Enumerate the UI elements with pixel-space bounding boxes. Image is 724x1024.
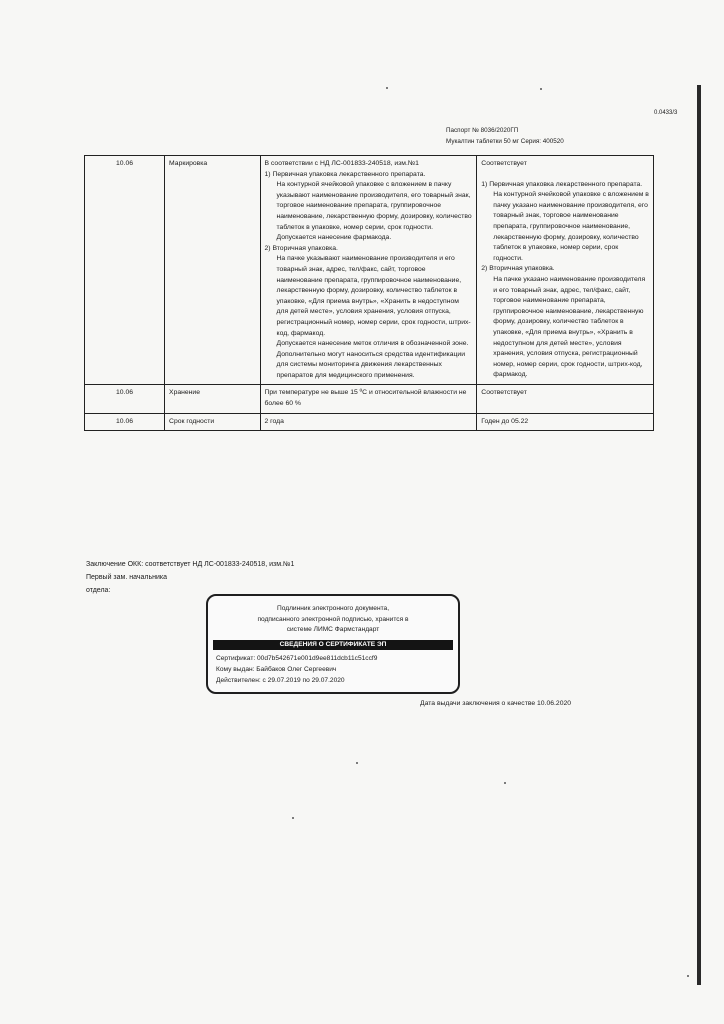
signer-dept: отдела:: [86, 587, 111, 594]
scan-speck: [687, 975, 689, 977]
scan-speck: [292, 817, 294, 819]
corner-code: 0.0433/3: [654, 110, 678, 116]
table-row: [85, 413, 654, 431]
certificate-owner: Кому выдан: Байбаков Олег Сергеевич: [216, 665, 337, 673]
row-number: 10.06: [85, 385, 165, 413]
product-series: Мукалтин таблетки 50 мг Серия: 400520: [446, 138, 564, 145]
stamp-text: подписанного электронной подписью, хранится в: [257, 615, 409, 623]
requirement-text: На пачке указывают наименование производителя и его товарный знак, адрес, тел/факс, сайт, торговое наименование препарата, группировочное наименование, лекарственную форму, дозировку, количество таблеток в упаковке, «Для приема внутрь», «Хранить в недоступном для детей месте», условия хранения, условия отпуска, регистрационный номер, номер серии, срок годности, штрих-код, фармакод.: [276, 255, 471, 337]
certificate-number: Сертификат: 00d7b542671e001d9ee811dcb11c51ccf9: [216, 654, 378, 662]
stamp-header: [208, 604, 458, 636]
result-text: 1) Первичная упаковка лекарственного препарата.: [481, 180, 643, 188]
requirement-text: На контурной ячейковой упаковке с вложением в пачку указывают наименование производителя, его товарный знак, торговое наименование препарата, группировочное наименование, лекарственную форму, дозировку, количество таблеток в упаковке, номер серии, срок годности. Допускается нанесение фармакода.: [276, 181, 472, 242]
scan-edge-shadow: [697, 85, 701, 985]
stamp-details: [208, 650, 458, 686]
requirement-text: 1) Первичная упаковка лекарственного препарата.: [264, 170, 426, 178]
requirement-cell: [260, 156, 477, 385]
result-text: На контурной ячейковой упаковке с вложением в пачку указано наименование производителя, его товарный знак, торговое наименование препарата, группировочное наименование, лекарственную форму, дозировку, количество таблеток в упаковке, номер серии, срок годности.: [493, 191, 649, 262]
scan-speck: [540, 88, 542, 90]
passport-number: Паспорт № 8036/2020ГП: [446, 127, 519, 134]
quality-table: [84, 155, 654, 431]
row-number: 10.06: [85, 413, 165, 431]
stamp-title-bar: СВЕДЕНИЯ О СЕРТИФИКАТЕ ЭП: [213, 640, 453, 650]
passport-header: [446, 125, 666, 147]
result-text: Годен до 05.22: [477, 413, 654, 431]
certificate-validity: Действителен: с 29.07.2019 по 29.07.2020: [216, 676, 345, 684]
stamp-text: системе ЛИМС Фармстандарт: [286, 626, 380, 633]
conclusion-text: Заключение ОКК: соответствует НД ЛС-001833-240518, изм.№1: [86, 561, 295, 568]
indicator-name: Срок годности: [165, 413, 260, 431]
result-text: Соответствует: [481, 160, 527, 167]
requirement-text: 2 года: [260, 413, 477, 431]
result-text: 2) Вторичная упаковка.: [481, 265, 555, 273]
table-row: [85, 156, 654, 385]
e-signature-stamp: [206, 594, 460, 694]
requirement-text: 2) Вторичная упаковка.: [264, 244, 338, 252]
requirement-text: При температуре не выше 15 ºС и относительной влажности не более 60 %: [260, 385, 477, 413]
requirement-text: Допускается нанесение меток отличия в обозначенной зоне.: [276, 340, 469, 348]
requirement-text: В соответствии с НД ЛС-001833-240518, изм.№1: [264, 160, 419, 167]
table-row: [85, 385, 654, 413]
result-cell: [477, 156, 654, 385]
conclusion-block: [86, 558, 294, 597]
scan-speck: [386, 87, 388, 89]
result-text: На пачке указано наименование производителя и его товарный знак, адрес, тел/факс, сайт, торговое наименование препарата, группировочное наименование, лекарственную форму, дозировку, количество таблеток в упаковке, «Для приема внутрь», «Хранить в недоступном для детей месте», условия хранения, условия отпуска, регистрационный номер, номер серии, срок годности, штрих-код, фармакод.: [493, 275, 646, 379]
indicator-name: Маркировка: [165, 156, 260, 385]
signer-title: Первый зам. начальника: [86, 574, 167, 581]
requirement-text: Дополнительно могут наноситься средства идентификации для системы мониторинга движения лекарственных препаратов для медицинского применения.: [276, 350, 466, 379]
issue-date: Дата выдачи заключения о качестве 10.06.2020: [420, 700, 572, 707]
row-number: 10.06: [85, 156, 165, 385]
scan-speck: [356, 762, 358, 764]
stamp-text: Подлинник электронного документа,: [276, 605, 390, 612]
scan-speck: [504, 782, 506, 784]
indicator-name: Хранение: [165, 385, 260, 413]
result-text: Соответствует: [477, 385, 654, 413]
